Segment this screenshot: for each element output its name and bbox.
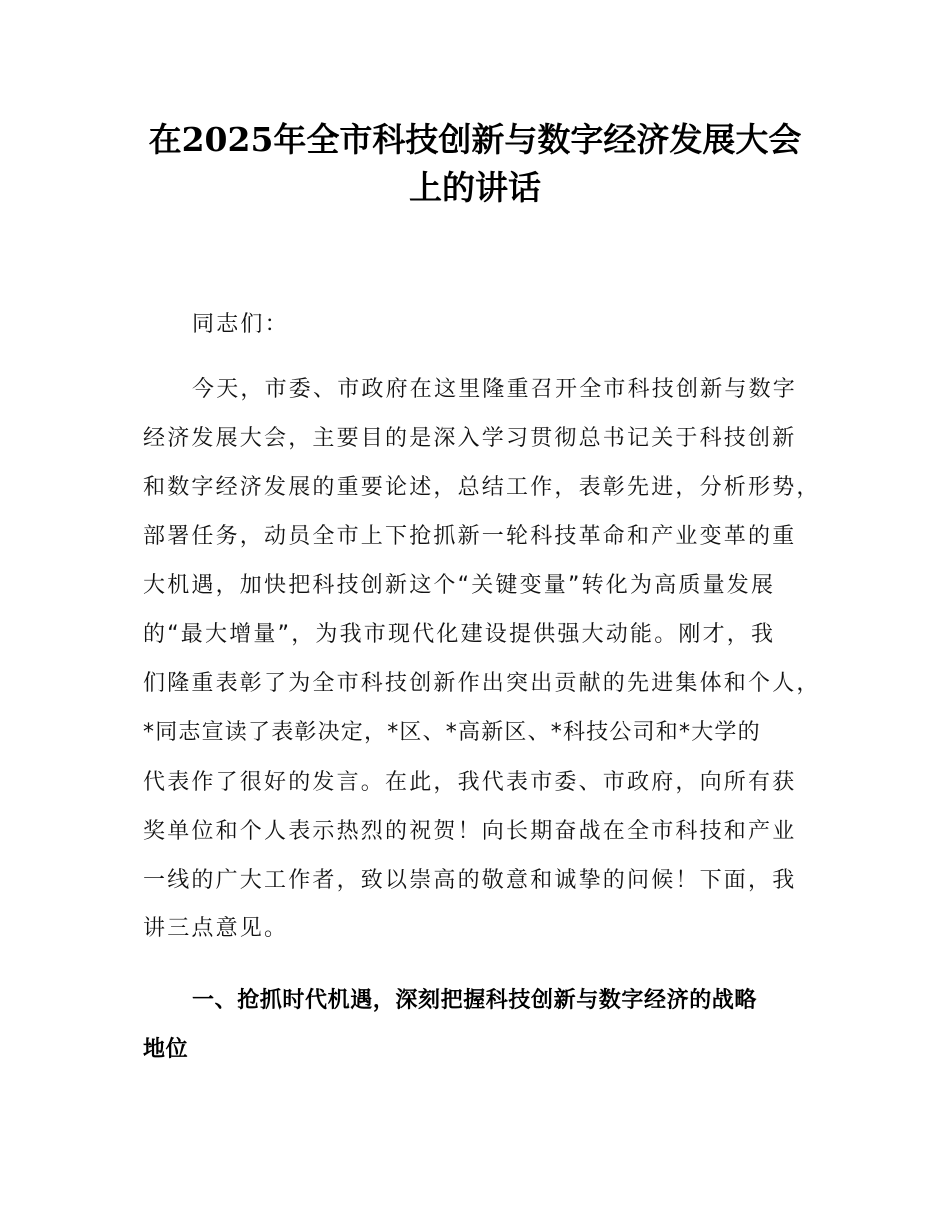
paragraph-line: 代表作了很好的发言。在此，我代表市委、市政府，向所有获 — [143, 770, 797, 795]
section-heading-line-2: 地位 — [143, 1037, 189, 1062]
paragraph-line: *同志宣读了表彰决定，*区、*高新区、*科技公司和*大学的 — [143, 720, 761, 745]
paragraph-line: 讲三点意见。 — [143, 916, 289, 941]
paragraph-line: 今天，市委、市政府在这里隆重召开全市科技创新与数字 — [192, 377, 798, 402]
document-title-line-2: 上的讲话 — [409, 168, 541, 207]
section-heading-line-1: 一、抢抓时代机遇，深刻把握科技创新与数字经济的战略 — [192, 988, 758, 1013]
document-title-line-1: 在2025年全市科技创新与数字经济发展大会 — [148, 120, 802, 159]
paragraph-line: 部署任务，动员全市上下抢抓新一轮科技革命和产业变革的重 — [143, 524, 797, 549]
paragraph-line: 大机遇，加快把科技创新这个“关键变量”转化为高质量发展 — [143, 573, 776, 598]
paragraph-line: 经济发展大会，主要目的是深入学习贯彻总书记关于科技创新 — [143, 426, 797, 451]
paragraph-line: 奖单位和个人表示热烈的祝贺！向长期奋战在全市科技和产业 — [143, 819, 797, 844]
paragraph-line: 们隆重表彰了为全市科技创新作出突出贡献的先进集体和个人， — [143, 671, 821, 696]
paragraph-line: 的“最大增量”，为我市现代化建设提供强大动能。刚才，我 — [143, 622, 776, 647]
salutation: 同志们： — [192, 312, 289, 337]
paragraph-line: 一线的广大工作者，致以崇高的敬意和诚挚的问候！下面，我 — [143, 868, 797, 893]
paragraph-line: 和数字经济发展的重要论述，总结工作，表彰先进，分析形势， — [143, 475, 821, 500]
